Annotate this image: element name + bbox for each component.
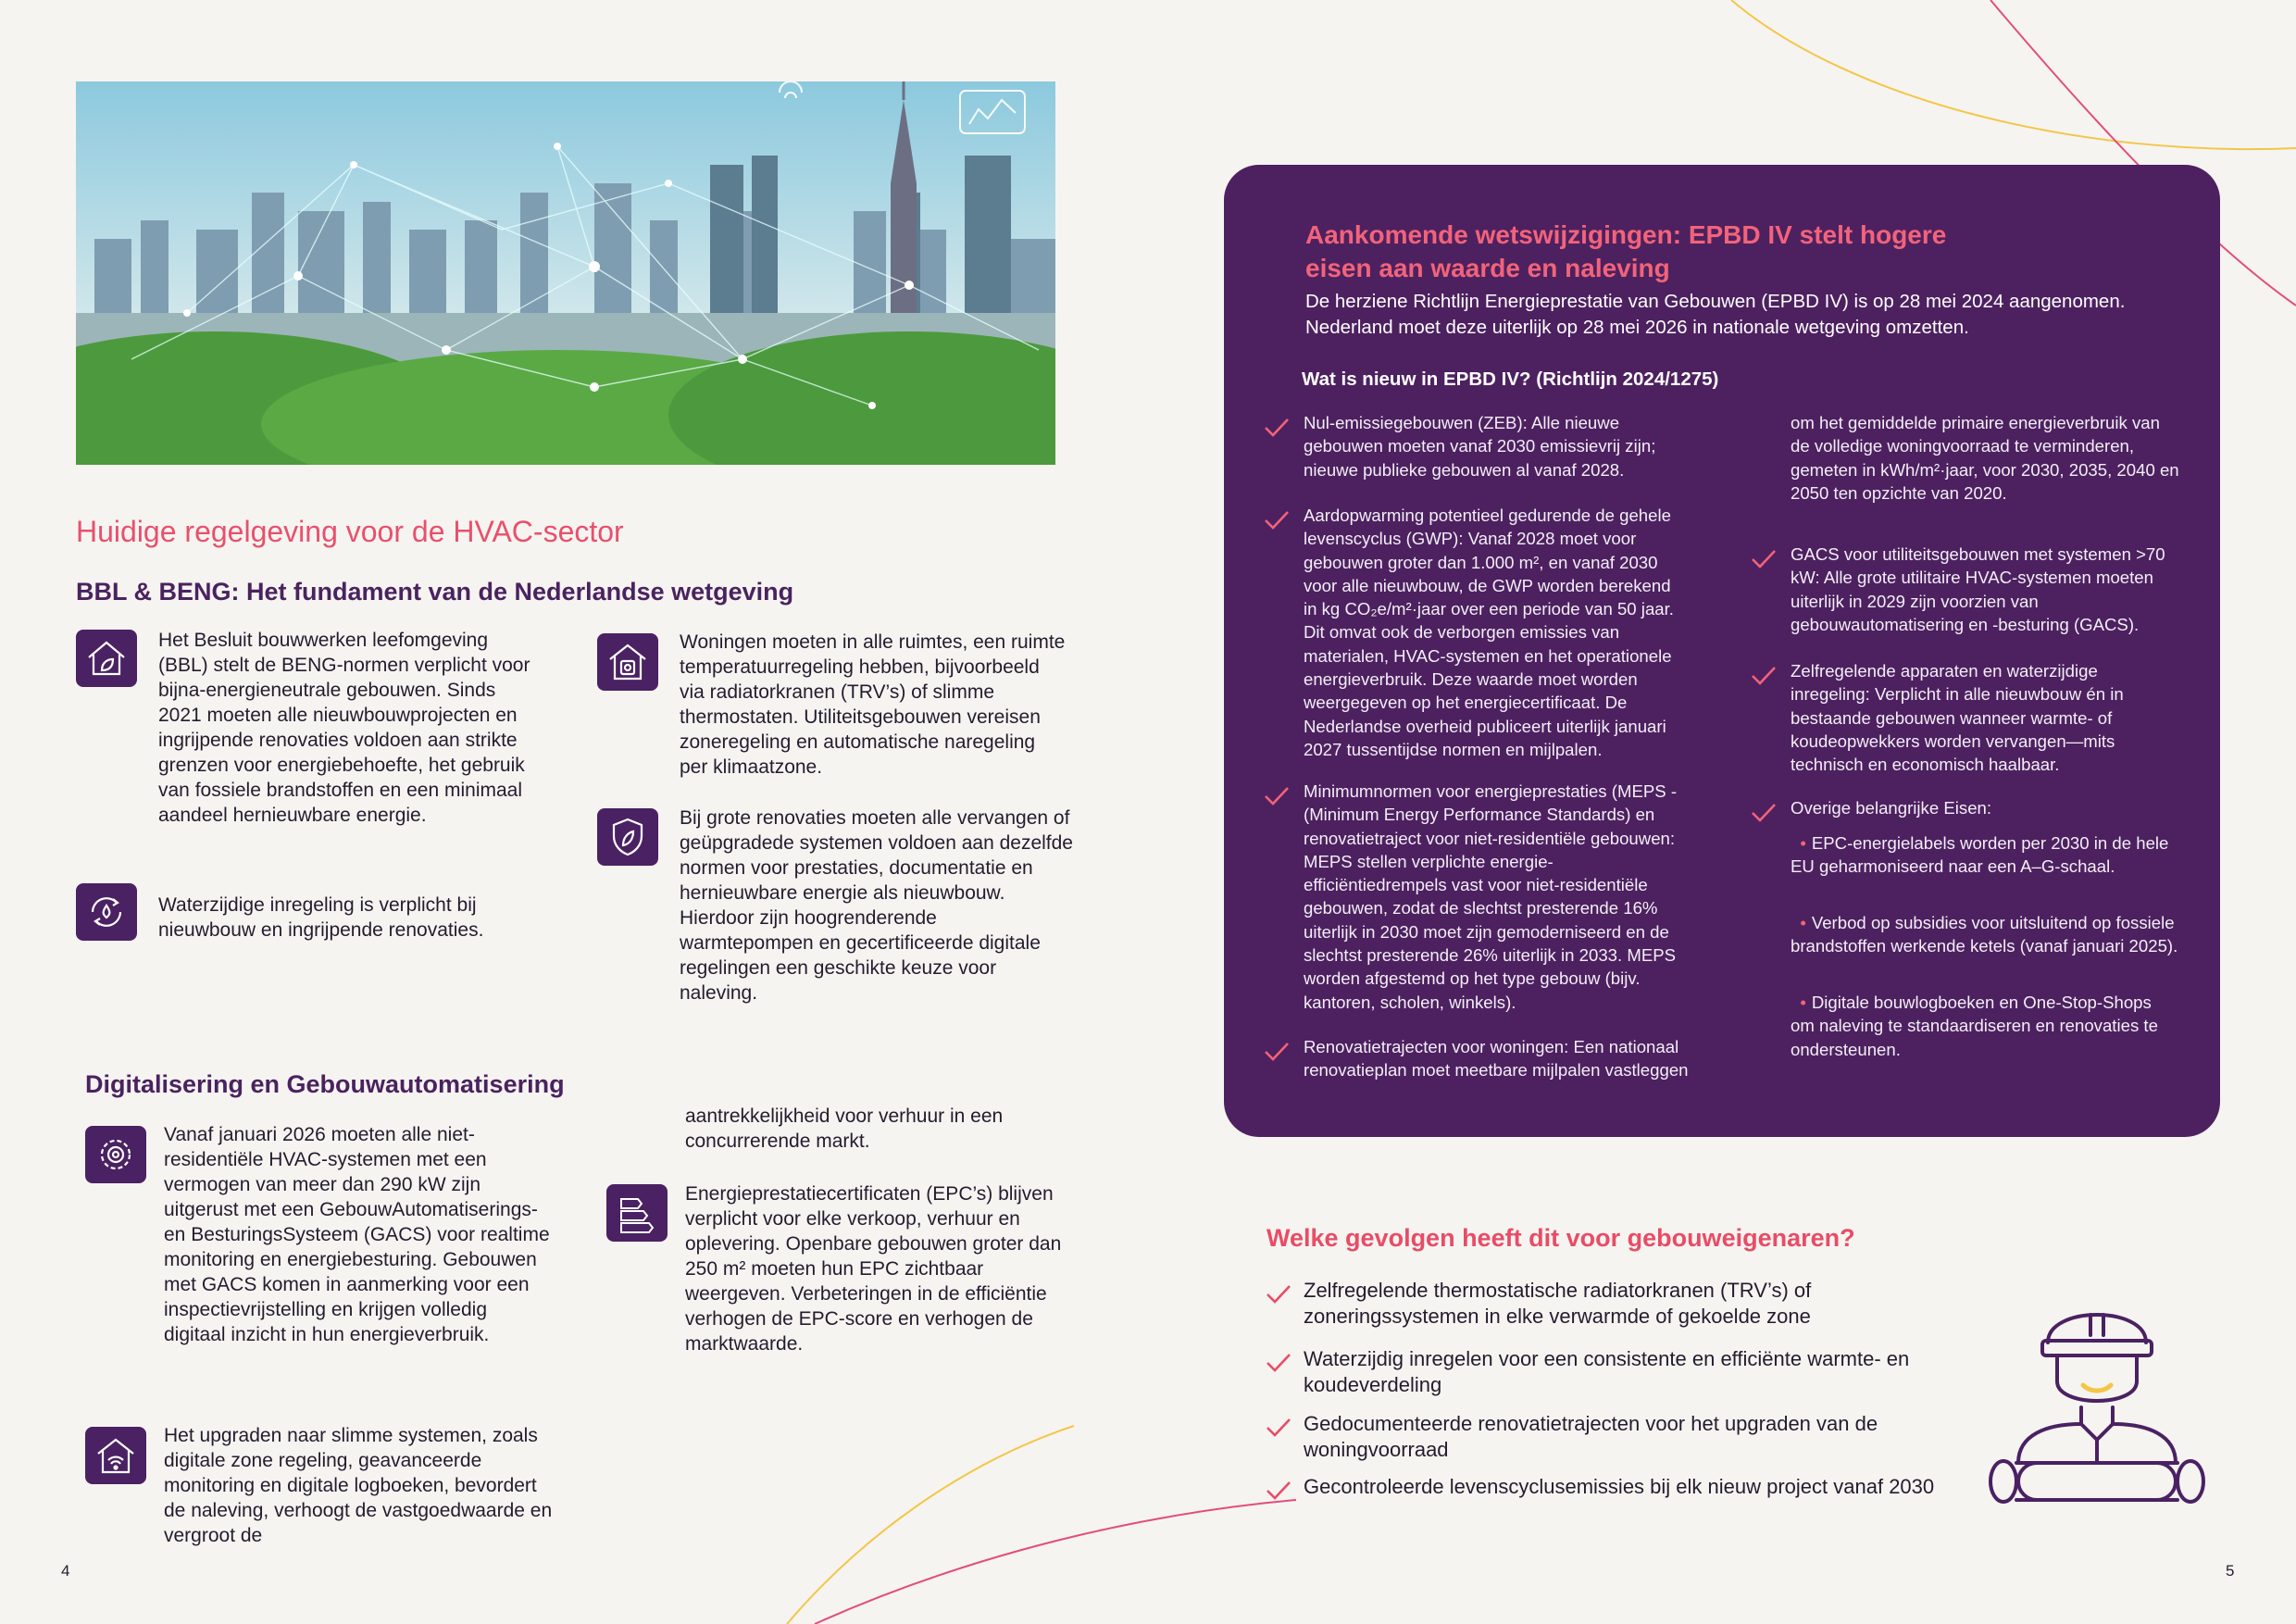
check-icon xyxy=(1263,1041,1291,1063)
epbd-item-renovation: Renovatietrajecten voor woningen: Een nationaal renovatieplan moet meetbare mijlpalen vastleggen xyxy=(1304,1037,1689,1081)
shield-leaf-icon xyxy=(597,808,658,866)
check-icon xyxy=(1263,785,1291,807)
epbd-bullet-1: • EPC-energielabels worden per 2030 in de hele EU geharmoniseerd naar een A–G-schaal. xyxy=(1791,833,2169,877)
water-cycle-icon xyxy=(76,883,137,941)
digital-subtitle: Digitalisering en Gebouwautomatisering xyxy=(85,1070,565,1098)
epbd-item-other: Overige belangrijke Eisen: xyxy=(1791,798,1992,818)
thermostat-house-icon xyxy=(597,633,658,691)
bbl-subtitle: BBL & BENG: Het fundament van de Nederlandse wetgeving xyxy=(76,578,794,606)
check-icon xyxy=(1265,1417,1292,1439)
section-title: Huidige regelgeving voor de HVAC-sector xyxy=(76,515,624,548)
digital-text-2: Het upgraden naar slimme systemen, zoals digitale zone regeling, geavanceerde monitoring en digitale logboeken, bevordert de naleving, verhoogt de vastgoedwaarde en vergroot de xyxy=(164,1425,553,1546)
gear-automation-icon xyxy=(85,1126,146,1183)
page-number-right: 5 xyxy=(2226,1562,2235,1580)
epbd-panel xyxy=(1224,165,2220,1137)
bbl-text-4: Bij grote renovaties moeten alle vervangen of geüpgradede systemen voldoen aan dezelfde normen voor prestaties, documentatie en hernieuwbare energie als nieuwbouw. Hierdoor zijn hoogrenderende warmtepompen en gecertificeerde digitale regelingen een geschikte keuze voor naleving. xyxy=(680,807,1073,1004)
smart-city-image xyxy=(76,81,1055,465)
house-leaf-icon xyxy=(76,630,137,687)
check-icon xyxy=(1750,548,1778,570)
panel-intro: De herziene Richtlijn Energieprestatie van Gebouwen (EPBD IV) is op 28 mei 2024 aangenomen. Nederland moet deze uiterlijk op 28 mei 2026 in nationale wetgeving omzetten. xyxy=(1305,291,2126,338)
owners-item-2: Waterzijdig inregelen voor een consistente en efficiënte warmte- en koudeverdeling xyxy=(1304,1347,1910,1396)
engineer-icon xyxy=(1981,1278,2213,1518)
panel-subheading: Wat is nieuw in EPBD IV? (Richtlijn 2024/1275) xyxy=(1302,369,1719,390)
epbd-item-selfregulating: Zelfregelende apparaten en waterzijdige inregeling: Verplicht in alle nieuwbouw én in bestaande gebouwen wanneer warmte- of koudeopwekkers worden vervangen—mits technisch en economisch haalbaar. xyxy=(1791,661,2124,775)
epbd-item-meps: Minimumnormen voor energieprestaties (MEPS - (Minimum Energy Performance Standards) en renovatietraject voor niet-residentiële gebouwen: MEPS stellen verplichte energie-efficiëntiedrempels vast voor niet-residentiële gebouwen, zodat de slechtst presterende 16% uiterlijk in 2030 moet zijn gemoderniseerd en de slechtst presterende 26% uiterlijk in 2033. MEPS worden afgestemd op het type gebouw (bijv. kantoren, scholen, winkels). xyxy=(1304,781,1678,1012)
bbl-text-2: Waterzijdige inregeling is verplicht bij nieuwbouw en ingrijpende renovaties. xyxy=(158,894,484,941)
smart-home-wifi-icon xyxy=(85,1427,146,1484)
owners-item-4: Gecontroleerde levenscyclusemissies bij elk nieuw project vanaf 2030 xyxy=(1304,1475,1935,1498)
digital-text-3: aantrekkelijkheid voor verhuur in een concurrerende markt. xyxy=(685,1106,1004,1152)
digital-text-4: Energieprestatiecertificaten (EPC’s) blijven verplicht voor elke verkoop, verhuur en oplevering. Openbare gebouwen groter dan 250 m² moeten hun EPC zichtbaar weergeven. Verbeteringen in de efficiëntie verhogen de EPC-score en verhogen de marktwaarde. xyxy=(685,1183,1062,1355)
bbl-text-1: Het Besluit bouwwerken leefomgeving (BBL) stelt de BENG-normen verplicht voor bijna-energieneutrale gebouwen. Sinds 2021 moeten alle nieuwbouwprojecten en ingrijpende renovaties voldoen aan strikte grenzen voor energiebehoefte, het gebruik van fossiele brandstoffen en een minimaal aandeel hernieuwbare energie. xyxy=(158,630,530,826)
check-icon xyxy=(1265,1283,1292,1305)
panel-heading: Aankomende wetswijzigingen: EPBD IV stelt hogere eisen aan waarde en naleving xyxy=(1305,220,1947,282)
owners-item-1: Zelfregelende thermostatische radiatorkranen (TRV’s) of zoneringssystemen in elke verwarmde of gekoelde zone xyxy=(1304,1279,1812,1328)
check-icon xyxy=(1750,665,1778,687)
check-icon xyxy=(1750,802,1778,824)
epbd-bullet-2: • Verbod op subsidies voor uitsluitend op fossiele brandstoffen werkende ketels (vanaf januari 2025). xyxy=(1791,913,2178,956)
check-icon xyxy=(1265,1480,1292,1502)
epbd-bullet-3: • Digitale bouwlogboeken en One-Stop-Shops om naleving te standaardiseren en renovaties te ondersteunen. xyxy=(1791,993,2158,1059)
check-icon xyxy=(1263,509,1291,531)
epbd-item-renovation-cont: om het gemiddelde primaire energieverbruik van de volledige woningvoorraad te verminderen, gemeten in kWh/m²·jaar, voor 2030, 2035, 2040 en 2050 ten opzichte van 2020. xyxy=(1791,413,2179,503)
digital-text-1: Vanaf januari 2026 moeten alle niet-residentiële HVAC-systemen met een vermogen van meer dan 290 kW zijn uitgerust met een GebouwAutomatiserings- en BesturingsSysteem (GACS) voor realtime monitoring en energiebesturing. Gebouwen met GACS komen in aanmerking voor een inspectievrijstelling en krijgen volledig digitaal inzicht in hun energieverbruik. xyxy=(164,1124,550,1345)
check-icon xyxy=(1265,1352,1292,1374)
epbd-item-gwp: Aardopwarming potentieel gedurende de gehele levenscyclus (GWP): Vanaf 2028 moet voor gebouwen groter dan 1.000 m², en vanaf 2030 voor alle nieuwbouw, de GWP worden berekend in kg CO₂e/m²·jaar over een periode van 50 jaar. Dit omvat ook de verborgen emissies van materialen, HVAC-systemen en het operationele energieverbruik. Deze waarde moet worden weergegeven op het energiecertificaat. De Nederlandse overheid publiceert uiterlijk januari 2027 tussentijdse normen en mijlpalen. xyxy=(1304,506,1674,759)
energy-label-icon xyxy=(606,1184,668,1242)
owners-item-3: Gedocumenteerde renovatietrajecten voor het upgraden van de woningvoorraad xyxy=(1304,1412,1878,1461)
bbl-text-3: Woningen moeten in alle ruimtes, een ruimte temperatuurregeling hebben, bijvoorbeeld via radiatorkranen (TRV’s) of slimme thermostaten. Utiliteitsgebouwen vereisen zoneregeling en automatische naregeling per klimaatzone. xyxy=(680,631,1066,778)
owners-heading: Welke gevolgen heeft dit voor gebouweigenaren? xyxy=(1267,1224,1855,1252)
check-icon xyxy=(1263,417,1291,439)
epbd-item-gacs: GACS voor utiliteitsgebouwen met systemen >70 kW: Alle grote utilitaire HVAC-systemen moeten uiterlijk in 2029 zijn voorzien van gebouwautomatisering en -besturing (GACS). xyxy=(1791,544,2165,634)
epbd-item-zeb: Nul-emissiegebouwen (ZEB): Alle nieuwe gebouwen moeten vanaf 2030 emissievrij zijn; nieuwe publieke gebouwen al vanaf 2028. xyxy=(1304,413,1656,480)
page-number-left: 4 xyxy=(61,1562,70,1580)
